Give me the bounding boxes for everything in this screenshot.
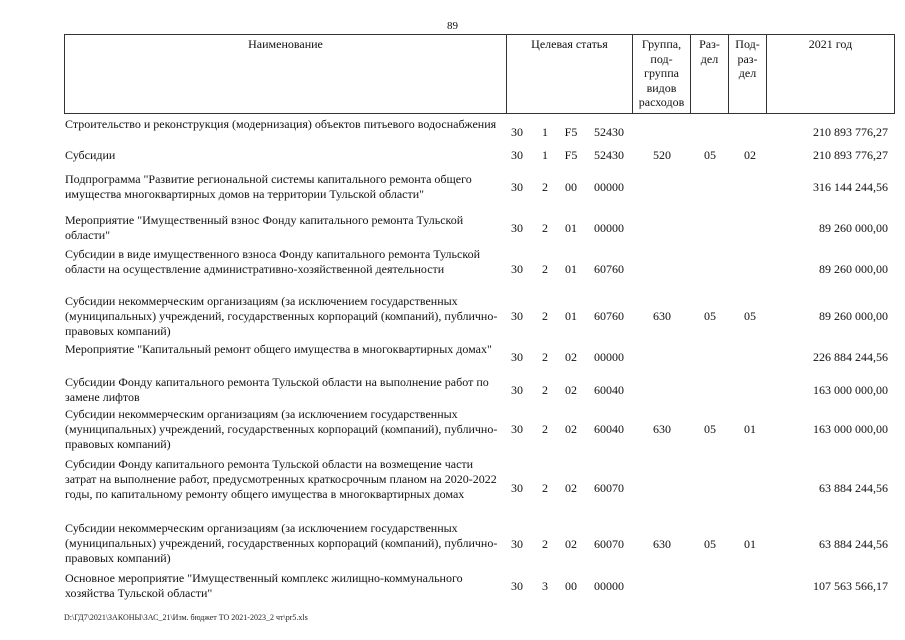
row-code-2: 2 [542, 221, 548, 235]
row-subsection: 02 [744, 148, 756, 162]
row-group: 630 [653, 422, 671, 436]
page-number: 89 [447, 20, 458, 32]
row-code-1: 30 [511, 180, 523, 194]
row-code-1: 30 [511, 481, 523, 495]
row-name: Субсидии некоммерческим организациям (за исключением государственных (муниципальных) учреждений, государственных корпораций (компаний), публично-правовых компаний) [65, 407, 498, 451]
row-amount: 107 563 566,17 [813, 579, 888, 593]
row-section: 05 [704, 309, 716, 323]
row-name: Субсидии в виде имущественного взноса Фонду капитального ремонта Тульской области на осуществление административно-хозяйственной деятельности [65, 247, 480, 276]
row-code-3: 02 [565, 537, 577, 551]
header-section: Раз-дел [691, 35, 729, 114]
row-name: Субсидии Фонду капитального ремонта Тульской области на возмещение части затрат на выполнение работ, предусмотренных краткосрочным планом на 2020-2022 годы, по капитальному ремонту общего имущества в многоквартирных домах [65, 457, 497, 501]
row-code-3: 02 [565, 350, 577, 364]
row-name: Субсидии Фонду капитального ремонта Тульской области на выполнение работ по замене лифтов [65, 375, 489, 404]
row-code-3: F5 [564, 148, 578, 162]
row-name: Мероприятие "Капитальный ремонт общего имущества в многоквартирных домах" [65, 342, 492, 356]
row-code-2: 1 [542, 125, 548, 139]
row-name: Субсидии некоммерческим организациям (за исключением государственных (муниципальных) учреждений, государственных корпораций (компаний), публично-правовых компаний) [65, 521, 498, 565]
row-code-3: 01 [565, 309, 577, 323]
row-code-2: 1 [542, 148, 548, 162]
row-code-4: 60040 [594, 383, 624, 397]
row-code-4: 52430 [594, 125, 624, 139]
row-code-1: 30 [511, 262, 523, 276]
row-group: 630 [653, 537, 671, 551]
header-year: 2021 год [767, 35, 895, 114]
row-code-1: 30 [511, 221, 523, 235]
row-amount: 89 260 000,00 [819, 309, 888, 323]
row-amount: 210 893 776,27 [813, 148, 888, 162]
row-code-4: 60760 [594, 262, 624, 276]
row-amount: 316 144 244,56 [813, 180, 888, 194]
row-code-4: 60070 [594, 537, 624, 551]
row-code-4: 00000 [594, 180, 624, 194]
row-code-3: 02 [565, 383, 577, 397]
row-code-2: 2 [542, 537, 548, 551]
row-amount: 163 000 000,00 [813, 422, 888, 436]
row-name: Субсидии некоммерческим организациям (за исключением государственных (муниципальных) учреждений, государственных корпораций (компаний), публично-правовых компаний) [65, 294, 498, 338]
row-code-2: 2 [542, 350, 548, 364]
row-amount: 63 884 244,56 [819, 481, 888, 495]
row-code-2: 2 [542, 180, 548, 194]
row-code-4: 52430 [594, 148, 624, 162]
header-target-article: Целевая статья [507, 35, 633, 114]
row-subsection: 01 [744, 537, 756, 551]
row-code-4: 60040 [594, 422, 624, 436]
row-subsection: 01 [744, 422, 756, 436]
header-subsection: Под-раз-дел [729, 35, 767, 114]
row-code-1: 30 [511, 148, 523, 162]
row-code-1: 30 [511, 422, 523, 436]
row-code-3: 01 [565, 221, 577, 235]
row-code-1: 30 [511, 309, 523, 323]
row-group: 520 [653, 148, 671, 162]
row-amount: 226 884 244,56 [813, 350, 888, 364]
row-code-2: 2 [542, 481, 548, 495]
row-name: Основное мероприятие "Имущественный комплекс жилищно-коммунального хозяйства Тульской области" [65, 571, 463, 600]
row-name: Строительство и реконструкция (модернизация) объектов питьевого водоснабжения [65, 117, 497, 131]
row-code-4: 00000 [594, 350, 624, 364]
row-code-3: 00 [565, 180, 577, 194]
row-code-4: 60760 [594, 309, 624, 323]
row-name: Субсидии [65, 148, 116, 162]
row-code-3: 00 [565, 579, 577, 593]
file-path-footer: D:\ГД7\2021\ЗАКОНЫ\ЗАС_21\Изм. бюджет ТО 2021-2023_2 чт\pr5.xls [64, 613, 308, 622]
row-code-3: 01 [565, 262, 577, 276]
row-code-1: 30 [511, 579, 523, 593]
row-code-1: 30 [511, 125, 523, 139]
row-section: 05 [704, 148, 716, 162]
row-code-2: 3 [542, 579, 548, 593]
row-name: Подпрограмма "Развитие региональной системы капитального ремонта общего имущества многоквартирных домов на территории Тульской области" [65, 172, 472, 201]
row-subsection: 05 [744, 309, 756, 323]
row-amount: 163 000 000,00 [813, 383, 888, 397]
row-code-4: 60070 [594, 481, 624, 495]
row-code-2: 2 [542, 422, 548, 436]
row-code-1: 30 [511, 350, 523, 364]
row-code-2: 2 [542, 383, 548, 397]
row-code-3: F5 [564, 125, 578, 139]
row-code-3: 02 [565, 481, 577, 495]
row-section: 05 [704, 422, 716, 436]
header-group: Группа, под-группа видов расходов [633, 35, 691, 114]
row-code-1: 30 [511, 537, 523, 551]
row-amount: 89 260 000,00 [819, 262, 888, 276]
row-code-1: 30 [511, 383, 523, 397]
header-name: Наименование [65, 35, 507, 114]
table-header [64, 34, 895, 114]
row-code-3: 02 [565, 422, 577, 436]
row-name: Мероприятие "Имущественный взнос Фонду капитального ремонта Тульской области" [65, 213, 464, 242]
row-amount: 63 884 244,56 [819, 537, 888, 551]
row-group: 630 [653, 309, 671, 323]
row-code-4: 00000 [594, 221, 624, 235]
row-code-2: 2 [542, 262, 548, 276]
row-amount: 89 260 000,00 [819, 221, 888, 235]
row-code-2: 2 [542, 309, 548, 323]
row-section: 05 [704, 537, 716, 551]
row-amount: 210 893 776,27 [813, 125, 888, 139]
row-code-4: 00000 [594, 579, 624, 593]
